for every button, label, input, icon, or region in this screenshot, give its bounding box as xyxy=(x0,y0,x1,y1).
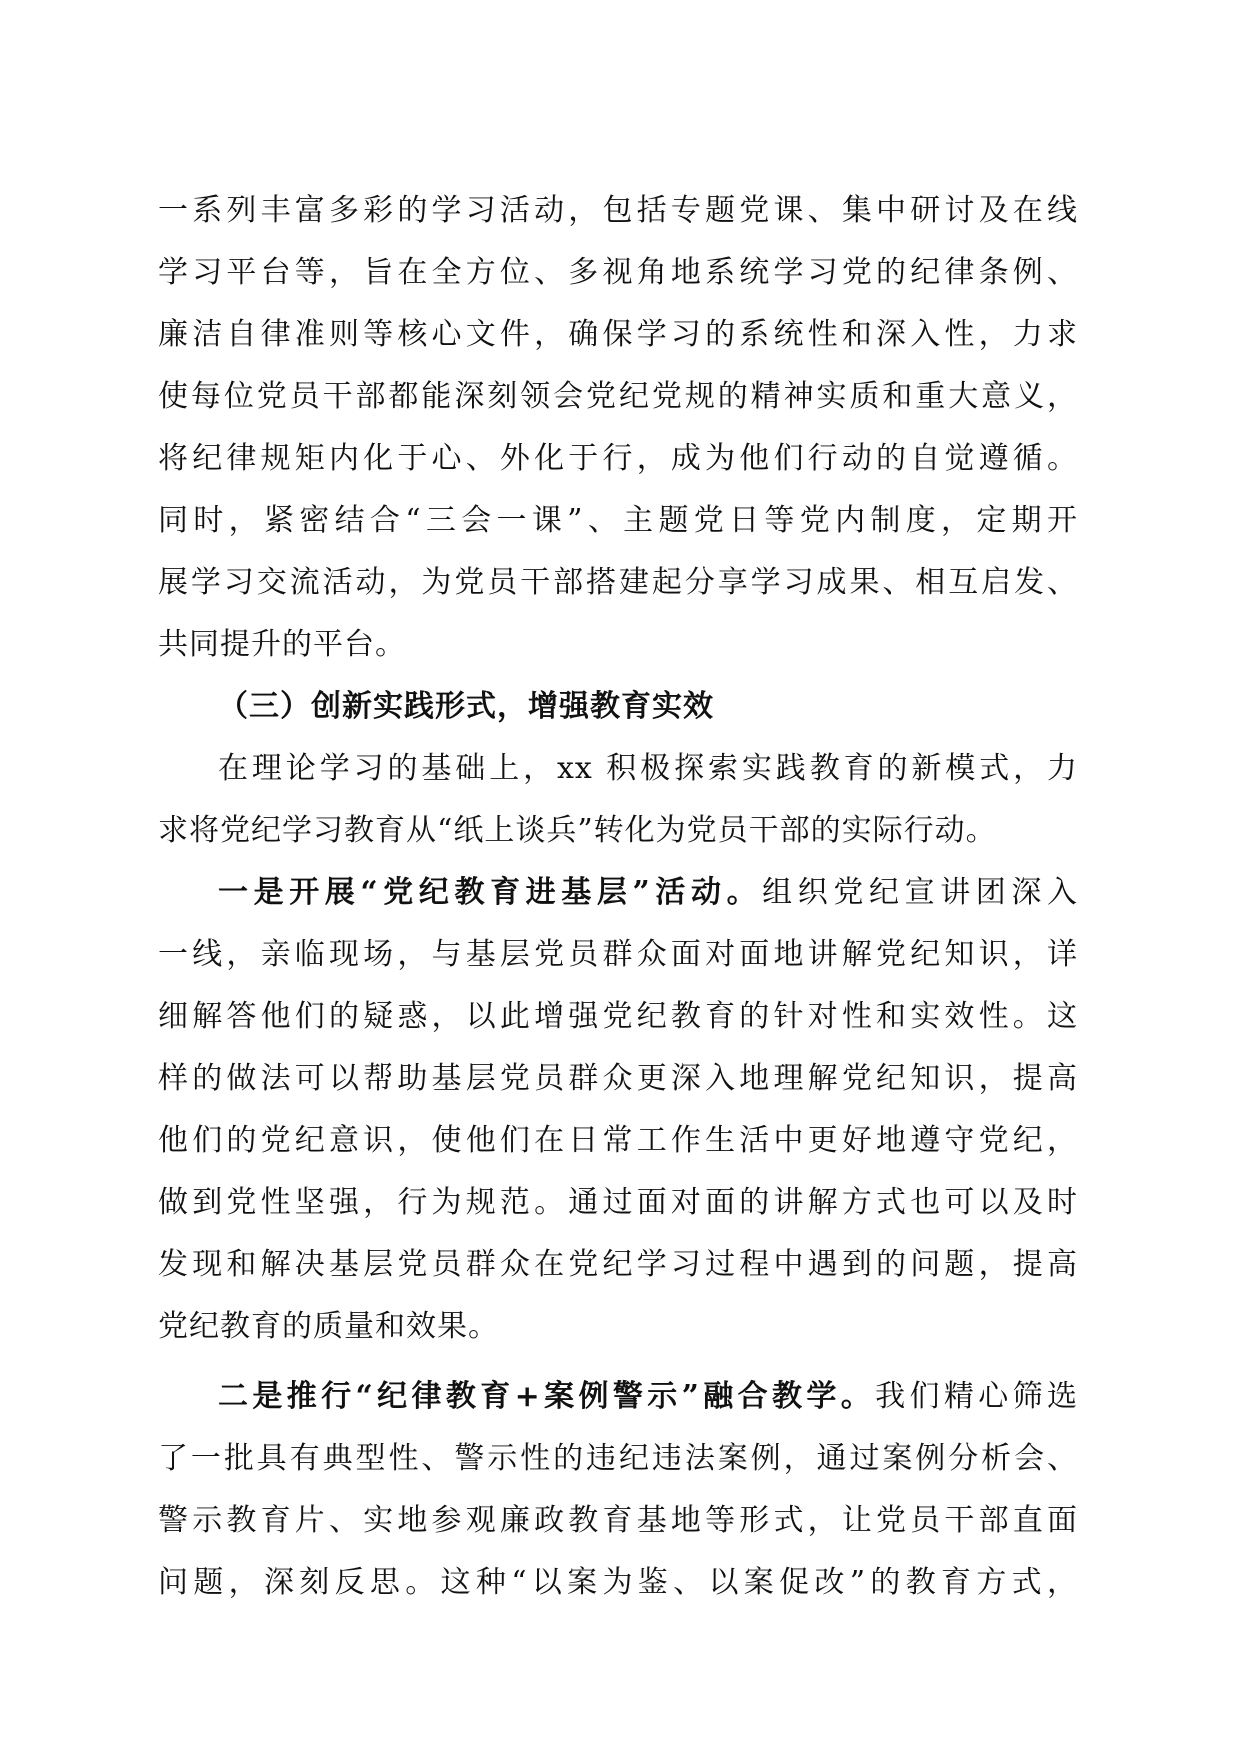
para1-line-2: 学习平台等，旨在全方位、多视角地系统学习党的纪律条例、 xyxy=(158,255,1078,290)
para2-line-1: 在理论学习的基础上，xx 积极探索实践教育的新模式，力 xyxy=(218,751,1078,786)
para3-line-4: 样的做法可以帮助基层党员群众更深入地理解党纪知识，提高 xyxy=(158,1061,1078,1096)
para3-line-3: 细解答他们的疑惑，以此增强党纪教育的针对性和实效性。这 xyxy=(158,999,1078,1034)
para3-bold-lead: 一是开展“党纪教育进基层”活动。 xyxy=(218,875,763,910)
para1-line-5: 将纪律规矩内化于心、外化于行，成为他们行动的自觉遵循。 xyxy=(158,441,1078,476)
para4-line-1 xyxy=(218,1366,1078,1428)
para2-line-2: 求将党纪学习教育从“纸上谈兵”转化为党员干部的实际行动。 xyxy=(158,813,997,848)
para1-line-3: 廉洁自律准则等核心文件，确保学习的系统性和深入性，力求 xyxy=(158,317,1078,352)
para3-line-1 xyxy=(218,862,1078,924)
para3-line-6: 做到党性坚强，行为规范。通过面对面的讲解方式也可以及时 xyxy=(158,1185,1078,1220)
para3-line-5: 他们的党纪意识，使他们在日常工作生活中更好地遵守党纪， xyxy=(158,1123,1078,1158)
para1-line-1: 一系列丰富多彩的学习活动，包括专题党课、集中研讨及在线 xyxy=(158,193,1078,228)
para4-first-rest: 我们精心筛选 xyxy=(875,1379,1078,1414)
para3-line-7: 发现和解决基层党员群众在党纪学习过程中遇到的问题，提高 xyxy=(158,1247,1078,1282)
para1-line-8: 共同提升的平台。 xyxy=(158,627,406,662)
para4-line-2: 了一批具有典型性、警示性的违纪违法案例，通过案例分析会、 xyxy=(158,1441,1078,1476)
para1-line-4: 使每位党员干部都能深刻领会党纪党规的精神实质和重大意义， xyxy=(158,379,1078,414)
para4-bold-lead: 二是推行“纪律教育+案例警示”融合教学。 xyxy=(218,1379,876,1414)
para1-line-6: 同时，紧密结合“三会一课”、主题党日等党内制度，定期开 xyxy=(158,503,1078,538)
para1-line-7: 展学习交流活动，为党员干部搭建起分享学习成果、相互启发、 xyxy=(158,565,1078,600)
para4-line-3: 警示教育片、实地参观廉政教育基地等形式，让党员干部直面 xyxy=(158,1503,1078,1538)
para3-line-8: 党纪教育的质量和效果。 xyxy=(158,1309,499,1344)
para4-line-4: 问题，深刻反思。这种“以案为鉴、以案促改”的教育方式， xyxy=(158,1565,1078,1600)
section-heading-3: （三）创新实践形式，增强教育实效 xyxy=(218,689,714,724)
para3-first-rest: 组织党纪宣讲团深入 xyxy=(762,875,1078,910)
para3-line-2: 一线，亲临现场，与基层党员群众面对面地讲解党纪知识，详 xyxy=(158,937,1078,972)
